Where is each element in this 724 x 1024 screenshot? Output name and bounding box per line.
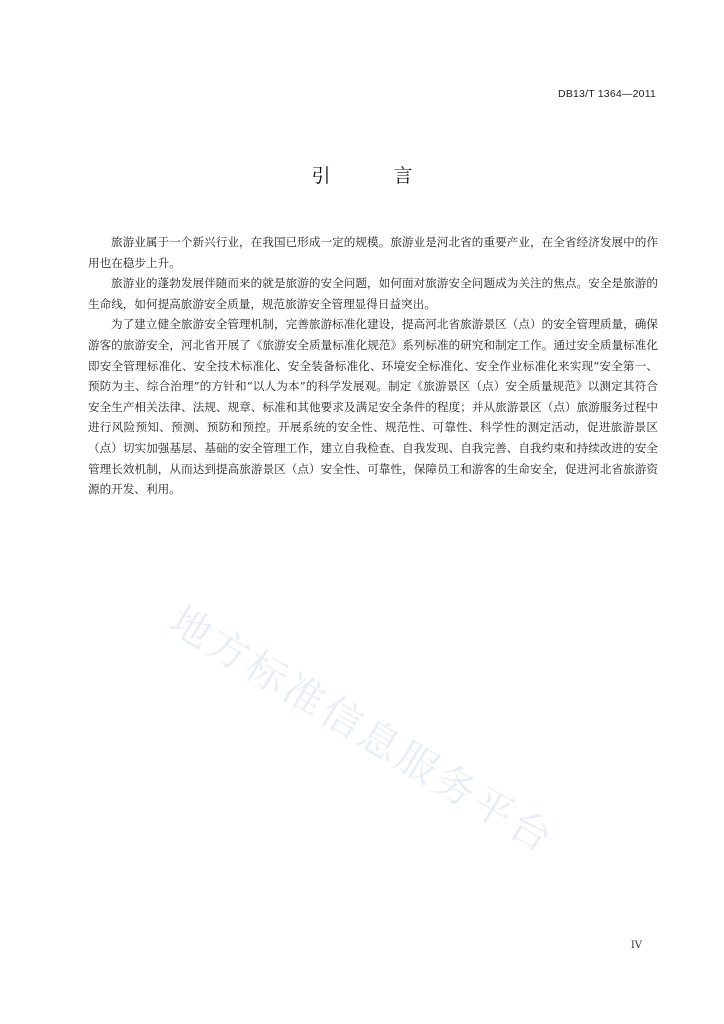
paragraph: 旅游业的蓬勃发展伴随而来的就是旅游的安全问题，如何面对旅游安全问题成为关注的焦点。安全是旅游的生命线，如何提高旅游安全质量，规范旅游安全管理显得日益突出。	[88, 276, 658, 311]
watermark: 地方标准信息服务平台	[161, 597, 563, 864]
document-code: DB13/T 1364—2011	[558, 88, 656, 100]
paragraph: 旅游业属于一个新兴行业，在我国已形成一定的规模。旅游业是河北省的重要产业，在全省经济发展中的作用也在稳步上升。	[88, 235, 658, 270]
paragraph: 为了建立健全旅游安全管理机制，完善旅游标准化建设，提高河北省旅游景区（点）的安全管理质量，确保游客的旅游安全，河北省开展了《旅游安全质量标准化规范》系列标准的研究和制定工作。通过安全质量标准化即安全管理标准化、安全技术标准化、安全装备标准化、环境安全标准化、安全作业标准化来实现“安全第一、预防为主、综合治理”的方针和“以人为本”的科学发展观。制定《旅游景区（点）安全质量规范》以测定其符合安全生产相关法律、法规、规章、标准和其他要求及满足安全条件的程度；并从旅游景区（点）旅游服务过程中进行风险预知、预测、预防和预控。开展系统的安全性、规范性、可靠性、科学性的测定活动，促进旅游景区（点）切实加强基层、基础的安全管理工作，建立自我检查、自我发现、自我完善、自我约束和持续改进的安全管理长效机制，从而达到提高旅游景区（点）安全性、可靠性，保障员工和游客的生命安全，促进河北省旅游资源的开发、利用。	[88, 317, 658, 497]
page-number: IV	[630, 940, 642, 951]
body-text	[88, 232, 658, 500]
page-title: 引 言	[311, 165, 435, 187]
